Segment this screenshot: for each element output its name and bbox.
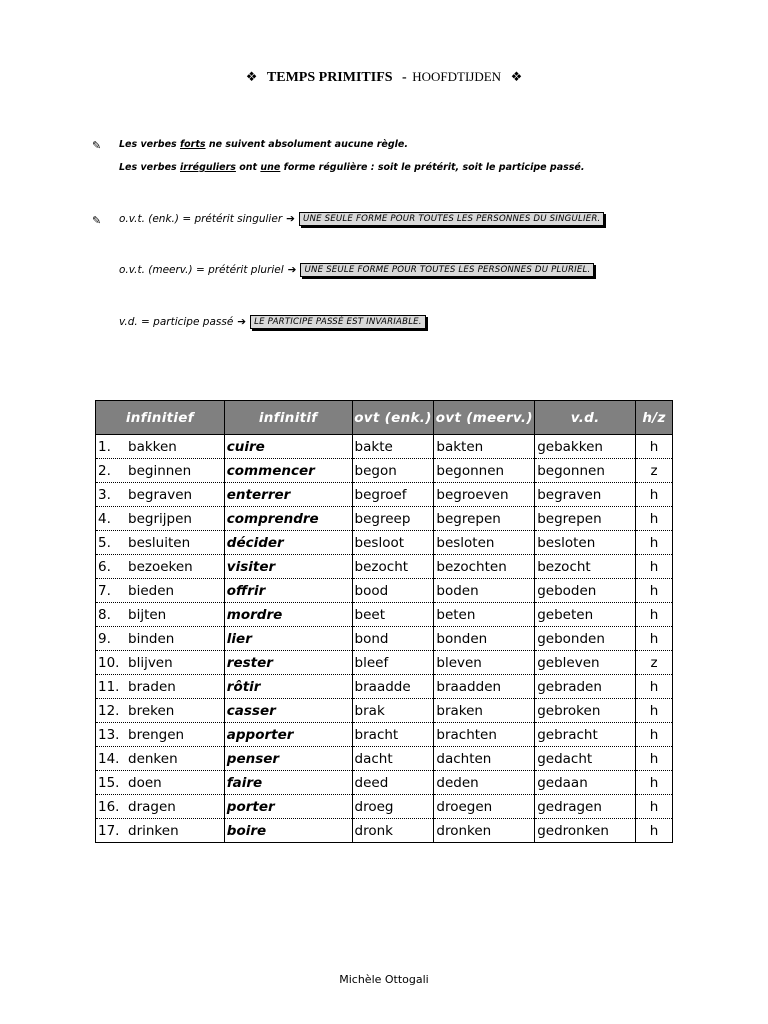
table-row: [96, 675, 673, 699]
dutch-infinitive: bezoeken: [128, 558, 193, 575]
cell-ovt-meerv: bleven: [434, 651, 535, 675]
cell-infinitif: comprendre: [224, 507, 352, 531]
dutch-infinitive: dragen: [128, 798, 176, 815]
arrow-right-icon: ➔: [286, 213, 295, 225]
table-row: [96, 507, 673, 531]
arrow-right-icon: ➔: [237, 316, 247, 328]
table-row: [96, 747, 673, 771]
table-row: [96, 699, 673, 723]
col-header-vd: v.d.: [535, 401, 636, 435]
cell-hz: h: [636, 627, 673, 651]
row-number: 16.: [98, 798, 120, 815]
cell-infinitief: [96, 483, 225, 507]
col-header-ovt-enk: ovt (enk.): [352, 401, 434, 435]
cell-ovt-meerv: braken: [434, 699, 535, 723]
cell-ovt-enk: bood: [352, 579, 434, 603]
cell-infinitif: enterrer: [224, 483, 352, 507]
definition-ovt-meerv: o.v.t. (meerv.) = prétérit pluriel ➔ UNE SEULE FORME POUR TOUTES LES PERSONNES DU PLURIEL.: [119, 263, 594, 277]
cell-ovt-meerv: brachten: [434, 723, 535, 747]
cell-ovt-enk: braadde: [352, 675, 434, 699]
cell-vd: gebroken: [535, 699, 636, 723]
cell-ovt-meerv: bezochten: [434, 555, 535, 579]
cell-hz: h: [636, 435, 673, 459]
cell-hz: h: [636, 579, 673, 603]
cell-infinitif: rester: [224, 651, 352, 675]
cell-infinitif: cuire: [224, 435, 352, 459]
cell-infinitief: [96, 579, 225, 603]
cell-infinitif: faire: [224, 771, 352, 795]
cell-ovt-enk: bond: [352, 627, 434, 651]
cell-infinitief: [96, 507, 225, 531]
cell-vd: gedragen: [535, 795, 636, 819]
dutch-infinitive: begraven: [128, 486, 193, 503]
cell-vd: begonnen: [535, 459, 636, 483]
cell-infinitief: [96, 819, 225, 843]
table-row: [96, 627, 673, 651]
cell-hz: h: [636, 603, 673, 627]
cell-hz: h: [636, 507, 673, 531]
arrow-right-icon: ➔: [287, 264, 297, 276]
row-number: 13.: [98, 726, 120, 743]
cell-ovt-meerv: beten: [434, 603, 535, 627]
table-row: [96, 651, 673, 675]
dutch-infinitive: bieden: [128, 582, 175, 599]
row-number: 11.: [98, 678, 120, 695]
dutch-infinitive: denken: [128, 750, 178, 767]
definition-ovt-enk: o.v.t. (enk.) = prétérit singulier ➔ UNE SEULE FORME POUR TOUTES LES PERSONNES DU SINGULIER.: [119, 212, 604, 226]
diamond-icon: ❖: [510, 69, 523, 84]
title-french: TEMPS PRIMITIFS: [266, 70, 393, 85]
cell-hz: h: [636, 555, 673, 579]
dutch-infinitive: bakken: [128, 438, 177, 455]
cell-infinitif: lier: [224, 627, 352, 651]
cell-vd: gedaan: [535, 771, 636, 795]
row-number: 4.: [98, 510, 111, 527]
cell-vd: besloten: [535, 531, 636, 555]
table-row: [96, 771, 673, 795]
cell-infinitif: apporter: [224, 723, 352, 747]
cell-ovt-enk: bleef: [352, 651, 434, 675]
cell-ovt-meerv: boden: [434, 579, 535, 603]
cell-infinitif: casser: [224, 699, 352, 723]
cell-infinitief: [96, 771, 225, 795]
dutch-infinitive: binden: [128, 630, 175, 647]
cell-ovt-enk: dacht: [352, 747, 434, 771]
cell-ovt-meerv: braadden: [434, 675, 535, 699]
cell-infinitief: [96, 531, 225, 555]
pencil-hand-icon: ✎: [92, 214, 102, 227]
table-row: [96, 603, 673, 627]
cell-ovt-meerv: besloten: [434, 531, 535, 555]
cell-ovt-meerv: droegen: [434, 795, 535, 819]
row-number: 6.: [98, 558, 111, 575]
col-header-hz: h/z: [636, 401, 673, 435]
cell-hz: h: [636, 483, 673, 507]
cell-hz: h: [636, 675, 673, 699]
cell-infinitief: [96, 435, 225, 459]
verb-table-body: [96, 435, 673, 843]
cell-infinitif: offrir: [224, 579, 352, 603]
row-number: 8.: [98, 606, 111, 623]
cell-ovt-enk: begon: [352, 459, 434, 483]
table-header-row: [96, 401, 673, 435]
cell-ovt-enk: bracht: [352, 723, 434, 747]
cell-infinitief: [96, 459, 225, 483]
cell-infinitif: mordre: [224, 603, 352, 627]
cell-infinitif: commencer: [224, 459, 352, 483]
table-row: [96, 795, 673, 819]
dutch-infinitive: braden: [128, 678, 176, 695]
cell-vd: geboden: [535, 579, 636, 603]
cell-ovt-enk: deed: [352, 771, 434, 795]
verb-table: [95, 400, 673, 843]
rule-strong-verbs: Les verbes forts ne suivent absolument aucune règle.: [119, 139, 408, 150]
table-row: [96, 483, 673, 507]
dutch-infinitive: begrijpen: [128, 510, 192, 527]
col-header-infinitief: infinitief: [96, 401, 225, 435]
row-number: 10.: [98, 654, 120, 671]
table-row: [96, 531, 673, 555]
cell-hz: z: [636, 459, 673, 483]
cell-vd: gebracht: [535, 723, 636, 747]
cell-vd: gebleven: [535, 651, 636, 675]
dutch-infinitive: drinken: [128, 822, 179, 839]
cell-vd: gebonden: [535, 627, 636, 651]
note-box: UNE SEULE FORME POUR TOUTES LES PERSONNES DU SINGULIER.: [299, 212, 605, 226]
cell-ovt-meerv: dachten: [434, 747, 535, 771]
dutch-infinitive: bijten: [128, 606, 167, 623]
definition-vd: v.d. = participe passé ➔ LE PARTICIPE PASSÉ EST INVARIABLE.: [119, 315, 426, 329]
col-header-ovt-meerv: ovt (meerv.): [434, 401, 535, 435]
cell-ovt-meerv: bakten: [434, 435, 535, 459]
cell-infinitief: [96, 627, 225, 651]
cell-ovt-meerv: dronken: [434, 819, 535, 843]
cell-infinitief: [96, 603, 225, 627]
title-dutch: HOOFDTIJDEN: [412, 69, 502, 84]
table-row: [96, 579, 673, 603]
cell-ovt-enk: dronk: [352, 819, 434, 843]
row-number: 14.: [98, 750, 120, 767]
cell-hz: h: [636, 771, 673, 795]
table-row: [96, 435, 673, 459]
row-number: 9.: [98, 630, 111, 647]
cell-hz: h: [636, 795, 673, 819]
row-number: 5.: [98, 534, 111, 551]
cell-infinitief: [96, 699, 225, 723]
table-row: [96, 819, 673, 843]
cell-ovt-enk: brak: [352, 699, 434, 723]
row-number: 3.: [98, 486, 111, 503]
dutch-infinitive: doen: [128, 774, 162, 791]
row-number: 7.: [98, 582, 111, 599]
cell-infinitif: rôtir: [224, 675, 352, 699]
cell-infinitif: penser: [224, 747, 352, 771]
rule-irregular-verbs: Les verbes irréguliers ont une forme régulière : soit le prétérit, soit le participe passé.: [119, 162, 585, 173]
note-box: UNE SEULE FORME POUR TOUTES LES PERSONNES DU PLURIEL.: [300, 263, 594, 277]
cell-vd: gebakken: [535, 435, 636, 459]
cell-hz: h: [636, 747, 673, 771]
cell-infinitif: visiter: [224, 555, 352, 579]
diamond-icon: ❖: [245, 69, 258, 84]
cell-hz: z: [636, 651, 673, 675]
cell-infinitief: [96, 723, 225, 747]
cell-ovt-meerv: deden: [434, 771, 535, 795]
dutch-infinitive: brengen: [128, 726, 185, 743]
title-separator: -: [402, 70, 407, 85]
col-header-infinitif: infinitif: [224, 401, 352, 435]
cell-ovt-enk: begreep: [352, 507, 434, 531]
cell-hz: h: [636, 699, 673, 723]
note-box: LE PARTICIPE PASSÉ EST INVARIABLE.: [250, 315, 426, 329]
cell-ovt-meerv: begrepen: [434, 507, 535, 531]
cell-ovt-meerv: begroeven: [434, 483, 535, 507]
row-number: 17.: [98, 822, 120, 839]
cell-infinitif: porter: [224, 795, 352, 819]
cell-ovt-meerv: bonden: [434, 627, 535, 651]
cell-ovt-enk: beet: [352, 603, 434, 627]
cell-infinitief: [96, 675, 225, 699]
cell-hz: h: [636, 531, 673, 555]
cell-infinitif: boire: [224, 819, 352, 843]
cell-infinitief: [96, 747, 225, 771]
cell-infinitief: [96, 651, 225, 675]
dutch-infinitive: besluiten: [128, 534, 191, 551]
cell-infinitif: décider: [224, 531, 352, 555]
cell-vd: gedronken: [535, 819, 636, 843]
table-row: [96, 459, 673, 483]
cell-vd: bezocht: [535, 555, 636, 579]
cell-ovt-enk: besloot: [352, 531, 434, 555]
cell-vd: gebraden: [535, 675, 636, 699]
page-title: [0, 69, 768, 86]
cell-ovt-enk: droeg: [352, 795, 434, 819]
cell-vd: begrepen: [535, 507, 636, 531]
row-number: 1.: [98, 438, 111, 455]
dutch-infinitive: beginnen: [128, 462, 192, 479]
table-row: [96, 555, 673, 579]
cell-hz: h: [636, 723, 673, 747]
cell-infinitief: [96, 555, 225, 579]
cell-hz: h: [636, 819, 673, 843]
dutch-infinitive: breken: [128, 702, 175, 719]
row-number: 2.: [98, 462, 111, 479]
cell-ovt-enk: begroef: [352, 483, 434, 507]
dutch-infinitive: blijven: [128, 654, 173, 671]
cell-vd: gedacht: [535, 747, 636, 771]
author-footer: Michèle Ottogali: [339, 973, 429, 986]
cell-infinitief: [96, 795, 225, 819]
row-number: 15.: [98, 774, 120, 791]
cell-vd: gebeten: [535, 603, 636, 627]
row-number: 12.: [98, 702, 120, 719]
table-row: [96, 723, 673, 747]
cell-vd: begraven: [535, 483, 636, 507]
cell-ovt-enk: bakte: [352, 435, 434, 459]
cell-ovt-enk: bezocht: [352, 555, 434, 579]
cell-ovt-meerv: begonnen: [434, 459, 535, 483]
pencil-hand-icon: ✎: [92, 139, 102, 152]
